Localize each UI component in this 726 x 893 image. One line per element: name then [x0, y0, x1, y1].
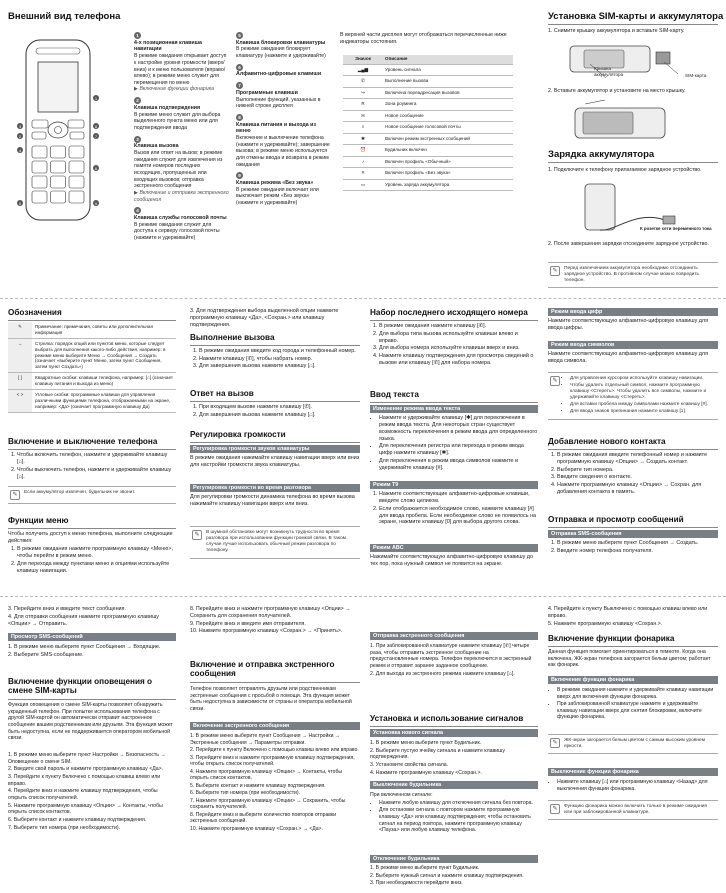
list-item: 1. В режиме меню выберите пункт Будильник. — [370, 740, 482, 746]
list-item: 2. Перейдите к пункту Включено с помощью клавиш влево или вправо. — [190, 747, 359, 754]
indicator-desc: Включен профиль «Обычный» — [383, 156, 513, 168]
list-item: 4. Нажмите программную клавишу <Сохран.>. — [370, 769, 482, 776]
num-text: Нажмите соответствующую алфавитно-цифровую клавишу для ввода цифры. — [548, 318, 708, 331]
sim-alert-title: Включение функции оповещения о смене SIM-карты — [8, 677, 153, 696]
callout-8 — [236, 114, 331, 168]
list-item: 3. Для выбора номера используйте клавиши вверх и вниз. — [379, 345, 538, 352]
callout-5 — [236, 32, 331, 60]
sos-icon: ✱ — [343, 133, 383, 145]
indicator-desc: Зона роуминга — [383, 99, 513, 111]
col-symbol-header: Значок — [343, 55, 383, 64]
indicator-desc: Уровень заряда аккумулятора — [383, 179, 513, 191]
callout-7 — [236, 82, 331, 110]
divider — [548, 527, 718, 528]
callout-ref: Включение и отправка экстренного сообщения — [134, 189, 229, 203]
list-item: 5. Нажмите программную клавишу <Опции> → Контакты, чтобы открыть список контактов. — [8, 802, 163, 816]
indicator-desc: Выполнение вызова — [383, 76, 513, 88]
list-item: 8. Перейдите вниз и выберите количество повторов отправки экстренных сообщений. — [190, 811, 337, 825]
alarm-stop-bar: Выключение будильника — [370, 781, 538, 789]
list-item: 7. Нажмите программную клавишу <Опции> → Сохранить, чтобы сохранить получателей. — [190, 797, 346, 811]
callout-text: Включение и выключение телефона (нажмите и удерживайте); завершение вызова; в режиме меню используется для отмены ввода и возврата в режим ожидания — [236, 135, 330, 168]
svg-text:5: 5 — [18, 201, 22, 206]
callout-title: Алфавитно-цифровые клавиши — [236, 71, 322, 78]
note-icon: ✎ — [192, 530, 202, 540]
sym-text: Нажмите соответствующую алфавитно-цифровую клавишу для ввода символа. — [548, 351, 708, 364]
call-icon: ✆ — [343, 76, 383, 88]
page-divider — [0, 298, 726, 299]
list-item: 2. Чтобы выключить телефон, нажмите и удерживайте клавишу [⌂]. — [17, 467, 176, 481]
list-item: 1. Нажмите соответствующие алфавитно-цифровые клавиши, введите слово целиком. — [379, 491, 538, 505]
power-title: Включение и выключение телефона — [8, 437, 158, 446]
callouts-col1 — [134, 32, 229, 242]
charging-title: Зарядка аккумулятора — [548, 149, 655, 160]
message-icon: ✉ — [343, 110, 383, 122]
list-item: 1. В режиме ожидания нажмите клавишу [✆]. — [379, 323, 538, 330]
divider — [8, 528, 176, 529]
svg-text:1: 1 — [94, 96, 98, 101]
note-icon: ✎ — [550, 266, 560, 276]
divider — [370, 726, 538, 727]
list-item: 4. Перейдите к пункту Выключено с помощью клавиш влево или вправо. — [548, 606, 708, 619]
callout-number: 1 — [134, 32, 141, 39]
list-item: 1. В режиме меню выберите пункт Настройки → Безопасность → Оповещение о смене SIM. — [8, 752, 166, 765]
list-item: 3. Введите сведения о контакте. — [557, 474, 718, 481]
indicator-desc: Уровень сигнала — [383, 64, 513, 76]
callout-number: 6 — [236, 64, 243, 71]
callout-text: Выполнение функций, указанных в нижней строке дисплея — [236, 96, 321, 110]
text-input-title: Ввод текста — [370, 390, 419, 399]
indicator-desc: Будильник включен — [383, 145, 513, 157]
callout-title: 4-х позиционная клавиша навигации — [134, 39, 202, 53]
callout-9 — [236, 172, 331, 206]
callout-number: 8 — [236, 114, 243, 121]
angle-brackets-icon: < > — [8, 389, 32, 412]
divider — [190, 442, 360, 443]
symbols-title: Обозначения — [8, 308, 62, 317]
list-item: 4. Перейдите вниз и нажмите клавишу подтверждения, чтобы открыть список получателей. — [8, 788, 158, 801]
svg-text:9: 9 — [94, 201, 98, 206]
symbol-desc: Примечание: примечания, советы или дополнительная информация — [32, 322, 176, 338]
callout-title: Программные клавиши — [236, 89, 298, 96]
call-title: Выполнение вызова — [190, 333, 275, 342]
list-item: 2. Введите свой пароль и нажмите программную клавишу <Да>. — [8, 766, 164, 773]
callout-ref: Включение функции фонарика — [139, 86, 214, 93]
list-item: • Для переключения в режим ввода символов нажмите и удерживайте клавишу [#]. — [379, 458, 538, 472]
list-item: 6. Выберите контакт и нажмите клавишу подтверждения. — [8, 816, 147, 823]
tips-note: ✎ • Для управления курсором используйте клавишу навигации. • Чтобы удалить отдельный символ, нажмите программную клавишу <Стереть>. Чтобы удалить все символы, нажмите и удерживайте клавишу <Стереть>. • Для вставки пробела между символами нажмите клавишу [#]. • Для ввода знаков препинания нажмите клавишу [1]. — [548, 372, 718, 420]
callout-text: В режиме ожидания открывает доступ к настройке уровня громкости (вверх/вниз) и к меню пользователя (вправо/влево); в режиме меню служит для перемещения по меню — [134, 53, 227, 86]
indicator-desc: Включен режим экстренных сообщений — [383, 133, 513, 145]
list-item: 2. Для завершения вызова нажмите клавишу [⌂]. — [199, 412, 360, 419]
divider — [370, 402, 538, 403]
alarm-off-bar: Отключение будильника — [370, 855, 538, 863]
list-item: 2. Выберите нужный сигнал и нажмите клавишу подтверждения. — [370, 872, 524, 879]
list-item: • Для остановки сигнала с повтором нажмите программную клавишу <Да> или клавишу подтверждения; чтобы остановить сигнал на период повтора, нажмите программную клавишу <Пауза> или любую клавишу телефона. — [379, 807, 538, 834]
alarm-off-list — [370, 865, 538, 888]
indicators-table — [343, 55, 513, 191]
svg-text:2: 2 — [18, 134, 22, 139]
phone-illustration — [8, 38, 108, 223]
note-icon: ✎ — [550, 376, 560, 386]
volume-title: Регулировка громкости — [190, 430, 286, 439]
indicator-desc: Включен профиль «Без звука» — [383, 168, 513, 180]
forward-icon: ↪ — [343, 87, 383, 99]
sos-send-bar: Отправка экстренного сообщения — [370, 632, 538, 640]
list-item: 2. Выберите тип номера. — [557, 467, 718, 474]
sms-title: Отправка и просмотр сообщений — [548, 515, 684, 524]
list-item: 9. Перейдите вниз и введите имя отправителя. — [190, 620, 306, 627]
list-item: • Для переключения регистра или перехода в режим ввода цифр нажмите клавишу [✱]. — [379, 443, 538, 457]
callout-number: 3 — [134, 136, 141, 143]
contact-title: Добавление нового контакта — [548, 437, 666, 446]
torch-off-note: ✎ Функцию фонарика можно включить только в режиме ожидания или при заблокированной клавиатуре. — [548, 800, 718, 820]
sms-view-list — [8, 644, 176, 660]
divider — [190, 401, 360, 402]
list-item: 3. Для завершения вызова нажмите клавишу [⌂]. — [199, 363, 360, 370]
list-item: 1. В режиме ожидания введите телефонный номер и нажмите программную клавишу <Опции> → Создать контакт. — [557, 452, 718, 466]
divider — [548, 449, 718, 450]
svg-text:8: 8 — [94, 124, 98, 129]
list-item: 1. В режиме меню выберите пункт Сообщения → Настройки → Экстренные сообщения → Параметры отправки. — [190, 733, 340, 746]
symbol-desc: Угловые скобки: программные клавиши для управления различными функциями телефона, отображаемыми на экране, например: <Да> (означает программную клавишу Да) — [32, 389, 176, 412]
symbols-table — [8, 322, 176, 413]
callout-text: Вызов или ответ на вызов; в режиме ожидания служит для извлечения из памяти номеров последних исходящих, пропущенных или входящих вызовов; отправка экстренного сообщения — [134, 149, 223, 190]
list-item: 1. В режиме ожидания введите код города и телефонный номер. — [199, 348, 360, 355]
redial-title: Набор последнего исходящего номера — [370, 308, 528, 317]
volume-bar1: Регулировка громкости звуков клавиатуры — [190, 445, 360, 453]
list-item: • Нажмите любую клавишу для отключения сигнала без повтора. — [379, 800, 538, 807]
sms-view-bar: Просмотр SMS-сообщений — [8, 633, 176, 641]
t9-bar: Режим T9 — [370, 481, 538, 489]
text-mode-list — [370, 415, 538, 473]
abc-bar: Режим ABC — [370, 544, 538, 552]
sos-title: Включение и отправка экстренного сообщения — [190, 660, 335, 679]
label-socket: К розетке сети переменного тока — [640, 226, 712, 231]
list-item: 2. Для выхода из экстренного режима нажмите клавишу [⌂]. — [370, 670, 515, 677]
battery-illustration — [565, 100, 695, 150]
indicator-desc: Новое сообщение — [383, 110, 513, 122]
divider — [548, 646, 718, 647]
power-note: ✎ Если аккумулятор извлечен, будильник не звонит. — [8, 486, 176, 504]
signal-icon: ▂▄▆ — [343, 64, 383, 76]
callout-number: 4 — [134, 207, 141, 214]
volume-note: ✎ В шумной обстановке могут возникнуть трудности во время разговора при использовании функции громкой связи. В таком случае лучше использовать обычный режим разговора по телефону. — [190, 526, 360, 559]
callout-title: Клавиша режима «Без звука» — [236, 180, 314, 187]
torch-off-list — [548, 779, 718, 793]
divider — [8, 449, 176, 450]
list-item: 3. Перейдите вниз и введите текст сообщения. — [8, 606, 126, 612]
page-divider — [0, 596, 726, 597]
roaming-icon: R — [343, 99, 383, 111]
callout-text: В режиме ожидания включает или выключает режим «Без звука» (нажмите и удерживайте) — [236, 186, 319, 207]
brackets-icon: [ ] — [8, 373, 32, 390]
label-cover: Крышка аккумулятора — [594, 66, 624, 77]
divider — [548, 24, 718, 25]
divider — [548, 162, 718, 163]
list-item: 1. При входящем вызове нажмите клавишу [✆]. — [199, 404, 360, 411]
callout-title: Клавиша блокировки клавиатуры — [236, 39, 326, 46]
callout-number: 7 — [236, 82, 243, 89]
list-item: 3. Установите свойства сигнала. — [370, 761, 449, 768]
list-item: 1. В режиме меню выберите пункт Будильник. — [370, 865, 480, 871]
volume-bar2: Регулировка громкости во время разговора — [190, 484, 360, 492]
col-desc-header: Описание — [383, 55, 513, 64]
divider — [8, 699, 176, 700]
list-item: 10. Нажмите программную клавишу <Сохран.> → <Принять>. — [190, 628, 343, 635]
torch-on-list — [548, 687, 718, 722]
list-item: 10. Нажмите программную клавишу <Сохран.> → <Да>. — [190, 825, 323, 832]
power-list — [8, 452, 176, 481]
sms-cont — [8, 606, 176, 629]
torch-text: Данная функция помогает ориентироваться в темноте. Когда она включена, ЖК-экран телефона загорается белым цветом; работает как фонарик. — [548, 649, 711, 669]
list-item: 4. Для отправки сообщения нажмите программную клавишу <Опции> → Отправить. — [8, 613, 159, 627]
note-icon: ✎ — [10, 490, 20, 500]
callout-1: 1 4-х позиционная клавиша навигации В режиме ожидания открывает доступ к настройке уровня громкости (вверх/вниз) и к меню пользователя (вправо/влево); в режиме меню служит для перемещения по меню ▶ Включение функции фонарика — [134, 32, 229, 93]
charging-step2: 2. После завершения зарядки отсоедините зарядное устройство. — [548, 241, 709, 247]
list-item: • При заблокированной клавиатуре нажмите и удерживайте клавишу навигации вверх для снятия блокировки, включите функцию фонарика. — [557, 701, 718, 721]
callouts-col2 — [236, 32, 331, 207]
list-item: 3. Перейдите вниз и нажмите программную клавишу подтверждения, чтобы открыть список получателей. — [190, 754, 355, 768]
list-item: 2. Если отображается необходимое слово, нажмите клавишу [#] для ввода пробела. Если необходимое слово не появилось на экране, нажмите клавишу [0] для выбора другого слова. — [379, 506, 538, 527]
list-item: • Нажмите клавишу [⌂] или программную клавишу <Назад> для выключения функции фонарика. — [557, 779, 718, 792]
alarm-bar: Установка нового сигнала — [370, 729, 538, 737]
callout-text: В режиме ожидания блокирует клавиатуру (нажмите и удерживайте) — [236, 46, 326, 60]
callout-4 — [134, 207, 229, 241]
indicator-desc: Новое сообщение голосовой почты — [383, 122, 513, 134]
call-cont: 3. Для подтверждения выбора выделенной опции нажмите программную клавишу <Да>, <Сохран.> или клавишу подтверждения. — [190, 308, 339, 328]
alarm-title: Установка и использование сигналов — [370, 714, 524, 723]
indicators-intro: В верхней части дисплея могут отображаться перечисленные ниже индикаторы состояния. — [340, 32, 507, 45]
redial-list — [370, 323, 538, 368]
list-item: 1. Чтобы включить телефон, нажмите и удерживайте клавишу [⌂]. — [17, 452, 176, 466]
alarm-stop-intro: При включенном сигнале: — [370, 792, 433, 798]
callout-title: Клавиша вызова — [134, 143, 179, 150]
sos-text: Телефон позволяет отправлять друзьям или родственникам экстренные сообщения с просьбой о помощи. Эта функция может быть недоступна в зависимости от страны и оператора мобильной связи. — [190, 686, 352, 712]
list-item: 2. Введите номер телефона получателя. — [557, 548, 718, 555]
profile-normal-icon: ♪ — [343, 156, 383, 168]
divider — [190, 682, 360, 683]
callout-6 — [236, 64, 331, 78]
alarm-list — [370, 740, 538, 777]
profile-silent-icon: ✕ — [343, 168, 383, 180]
sms-list — [548, 540, 718, 555]
list-item: 1. В режиме меню выберите пункт Сообщения → Входящие. — [8, 644, 161, 650]
menu-title: Функции меню — [8, 516, 69, 525]
list-item: 3. Перейдите к пункту Включено с помощью клавиш влево или вправо. — [8, 773, 161, 787]
voicemail-icon: ⌕ — [343, 122, 383, 134]
callout-title: Клавиша службы голосовой почты — [134, 214, 227, 221]
torch-off-bar: Выключение функции фонарика — [548, 768, 718, 776]
call-list — [190, 348, 360, 371]
sim-title: Установка SIM-карты и аккумулятора — [548, 11, 724, 22]
callout-number: 9 — [236, 172, 243, 179]
list-item: 6. Выберите тип номера (при необходимости). — [190, 790, 301, 797]
sos-bar: Включение экстренного сообщения — [190, 722, 360, 730]
sim-step1: 1. Снимите крышку аккумулятора и вставьте SIM-карту. — [548, 28, 685, 34]
num-bar: Режим ввода цифр — [548, 308, 718, 316]
callout-title: Клавиша питания и выхода из меню — [236, 121, 317, 135]
sms-bar: Отправка SMS-сообщения — [548, 530, 718, 538]
label-sim: SIM-карта — [685, 73, 707, 78]
torch-on-note: ✎ ЖК-экран загорается белым цветом с самым высоким уровнем яркости. — [548, 734, 718, 754]
torch-on-bar: Включение функции фонарика — [548, 676, 718, 684]
callout-title: Клавиша подтверждения — [134, 104, 201, 111]
menu-list — [8, 546, 176, 575]
list-item: 8. Перейдите вниз и нажмите программную клавишу <Опции> → Сохранить для сохранения получателей. — [190, 606, 351, 619]
alarm-icon: ⏰ — [343, 145, 383, 157]
volume-text1: В режиме ожидания нажимайте клавишу навигации вверх или вниз для настройки громкости звука клавиатуры. — [190, 455, 360, 468]
sim-alert-text: Функция оповещения о смене SIM-карты позволяет обнаружить украденный телефон. При попытке использования телефона с другой SIM-картой он автоматически отправит настроенное сообщение вашим родственникам или друзьям. Эта функция может быть недоступна, если не поддерживается оператором мобильной связи. — [8, 702, 173, 742]
list-item: 1. В режиме меню выберите пункт Сообщения → Создать. — [557, 540, 718, 547]
list-item: • Нажмите и удерживайте клавишу [✱] для переключения в режим ввода текста. Для некоторых стран существует возможность переключения в режим ввода для определенного языка. — [379, 415, 538, 443]
list-item: 2. Нажмите клавишу [✆], чтобы набрать номер. — [199, 356, 360, 363]
list-item: 1. В режиме ожидания нажмите программную клавишу <Меню>, чтобы перейти в режим меню. — [17, 546, 176, 560]
svg-text:6: 6 — [94, 166, 98, 171]
arrow-icon: → — [8, 338, 32, 372]
abc-text: Нажимайте соответствующую алфавитно-цифровую клавишу до тех пор, пока нужный символ не появится на экране. — [370, 554, 533, 567]
sos-send-list — [370, 643, 538, 678]
callout-number: 2 — [134, 97, 141, 104]
battery-icon: ▭ — [343, 179, 383, 191]
note-icon: ✎ — [8, 322, 32, 338]
charging-note: ✎ Перед извлечением аккумулятора необходимо отсоединить зарядное устройство. В противном случае можно повредить телефон. — [548, 262, 718, 288]
list-item: 3. При необходимости перейдите вниз. — [370, 880, 463, 887]
torch-title: Включение функции фонарика — [548, 634, 675, 643]
volume-text2: Для регулировки громкости динамика телефона во время вызова нажимайте клавишу навигации вверх или вниз. — [190, 494, 355, 507]
symbol-desc: Квадратные скобки: клавиши телефона, например: [⌂] (означает клавишу питания и выхода из меню) — [32, 373, 176, 390]
callout-text: В режиме ожидания служит для доступа к серверу голосовой почты (нажмите и удерживайте) — [134, 221, 220, 241]
callout-3: 3 Клавиша вызова Вызов или ответ на вызов; в режиме ожидания служит для извлечения из памяти номеров последних исходящих, пропущенных или входящих вызовов; отправка экстренного сообщения ▶ Включение и отправка экстренного сообщения — [134, 136, 229, 203]
svg-text:3: 3 — [18, 124, 22, 129]
sim-alert-cont — [190, 606, 360, 636]
list-item: 2. Выберите пустую ячейку сигнала и нажмите клавишу подтверждения. — [370, 747, 505, 761]
answer-list — [190, 404, 360, 419]
text-mode-bar: Изменение режима ввода текста — [370, 405, 538, 413]
list-item: 4. Нажмите программную клавишу <Опции> → Сохран. для добавления контакта в память. — [557, 482, 718, 496]
list-item: 1. При заблокированной клавиатуре нажмите клавишу [✆] четыре раза, чтобы отправить экстренное сообщение на предустановленные номера. Телефон переключится в экстренный режим и отправит заранее заданное сообщение. — [370, 643, 532, 669]
symbol-desc: Стрелка: порядок опций или пунктов меню, которые следует выбрать для выполнения какого-либо действия, например: в режиме меню выберите Меню → Сообщения → Создать (означает «выберите пункт Меню, затем пункт Сообщения, затем пункт Создать») — [32, 338, 176, 372]
answer-title: Ответ на вызов — [190, 389, 254, 398]
note-icon: ✎ — [550, 804, 560, 814]
sim-alert-list — [8, 752, 176, 832]
appearance-title: Внешний вид телефона — [8, 11, 121, 22]
list-item: • В режиме ожидания нажмите и удерживайте клавишу навигации вверх для включения функции фонарика. — [557, 687, 718, 700]
t9-list — [370, 491, 538, 527]
charging-step1: 1. Подключите к телефону прилагаемое зарядное устройство. — [548, 167, 702, 173]
divider — [190, 345, 360, 346]
list-item: 2. Для выбора типа вызова используйте клавиши влево и вправо. — [379, 331, 538, 345]
divider — [370, 320, 538, 321]
sym-bar: Режим ввода символов — [548, 341, 718, 349]
callout-2 — [134, 97, 229, 131]
sos-list — [190, 733, 360, 833]
callout-text: В режиме меню служит для выбора выделенного пункта меню или для подтверждения ввода — [134, 111, 221, 131]
list-item: 5. Выберите контакт и нажмите клавишу подтверждения. — [190, 782, 326, 789]
alarm-cont — [548, 606, 718, 628]
alarm-stop-list — [370, 800, 538, 835]
sim-step2: 2. Вставьте аккумулятор и установите на место крышку. — [548, 88, 686, 94]
list-item: 4. Нажмите клавишу подтверждения для просмотра сведений о вызове или клавишу [✆] для набора номера. — [379, 353, 538, 367]
list-item: 2. Выберите SMS-сообщение. — [8, 651, 84, 658]
indicator-desc: Включена переадресация вызовов — [383, 87, 513, 99]
menu-intro: Чтобы получить доступ к меню телефона, выполните следующие действия: — [8, 531, 173, 544]
contact-list — [548, 452, 718, 497]
list-item: 7. Выберите тип номера (при необходимости). — [8, 824, 121, 831]
svg-text:7: 7 — [94, 134, 98, 139]
divider — [8, 320, 176, 321]
svg-text:4: 4 — [18, 148, 22, 153]
callout-number: 5 — [236, 32, 243, 39]
note-icon: ✎ — [550, 738, 560, 748]
list-item: 2. Для перехода между пунктами меню и опциями используйте клавишу навигации. — [17, 561, 176, 575]
list-item: 5. Нажмите программную клавишу <Сохран.>. — [548, 620, 663, 627]
list-item: 4. Нажмите программную клавишу <Опции> → Контакты, чтобы открыть список контактов. — [190, 768, 343, 782]
